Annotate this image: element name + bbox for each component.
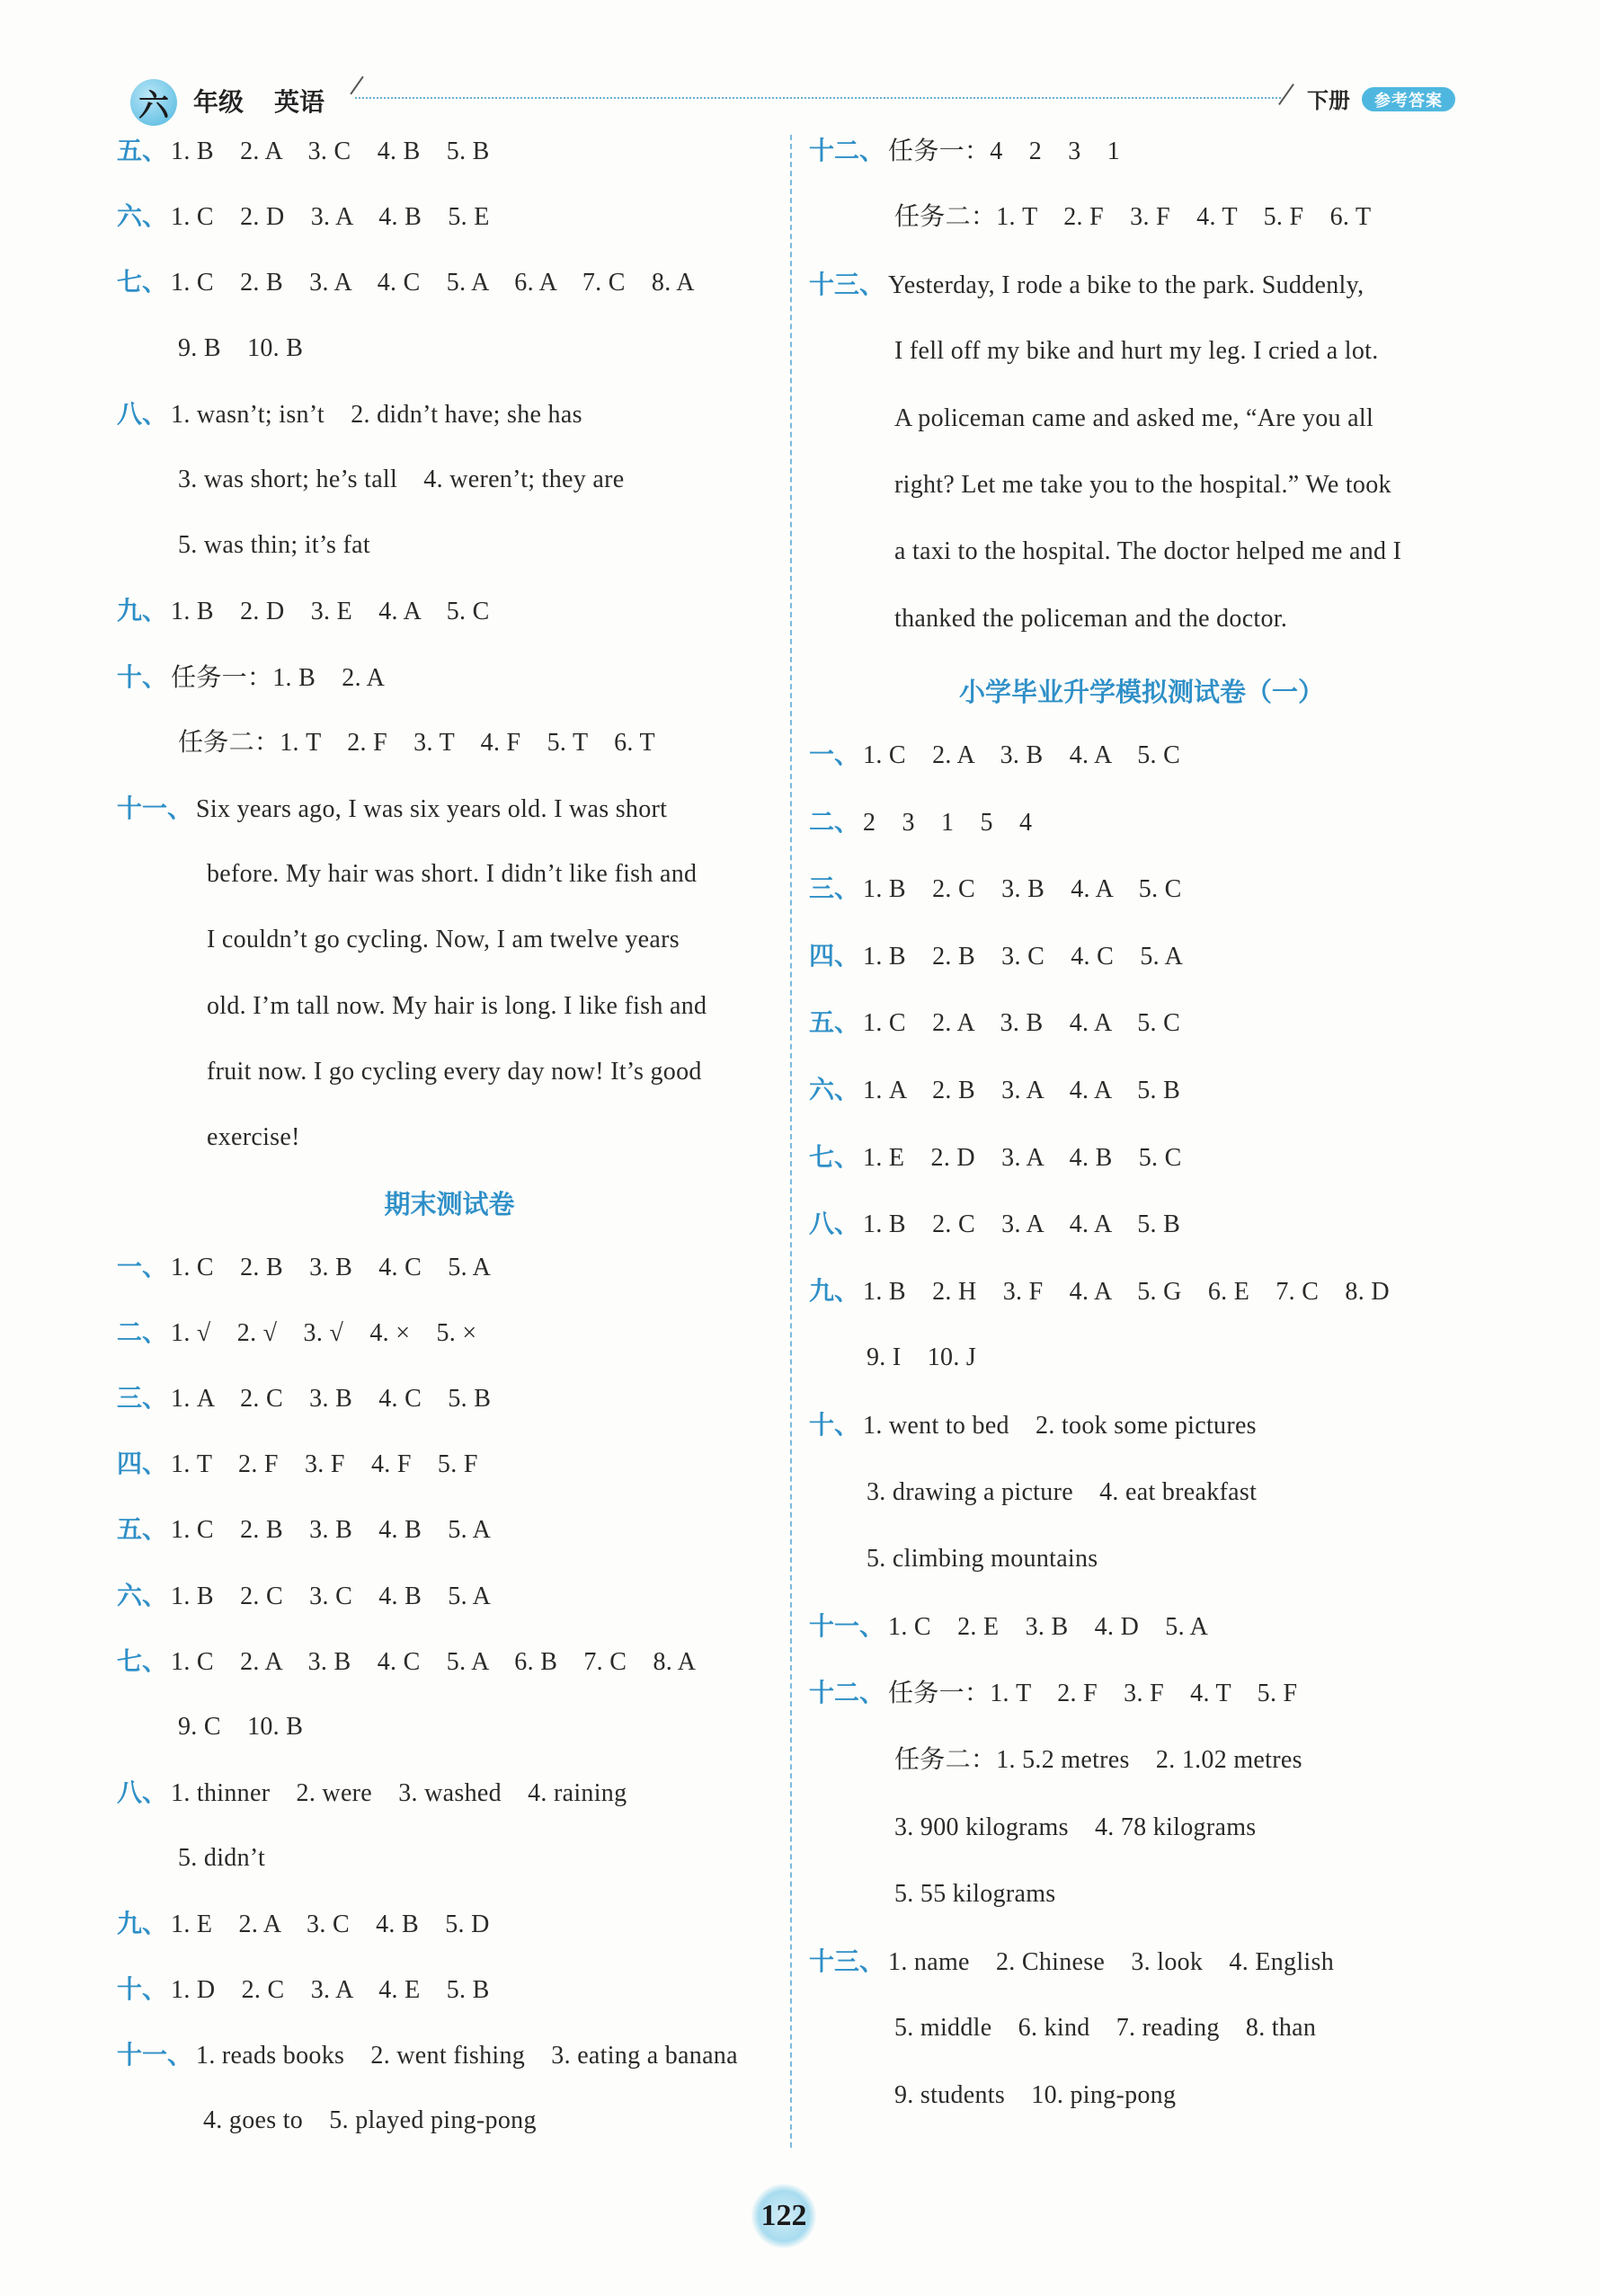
answer-text: 任务一：4 2 3 1 — [888, 137, 1121, 165]
grade-badge: 六 — [130, 79, 177, 126]
question-number: 五、 — [117, 136, 168, 165]
answer-line — [207, 1056, 702, 1088]
answer-line — [809, 940, 1183, 973]
question-number: 七、 — [809, 1141, 860, 1172]
question-number: 八、 — [117, 1777, 168, 1807]
grade-label: 年级 — [193, 87, 244, 117]
question-number: 四、 — [117, 1449, 168, 1479]
answer-line — [894, 603, 1551, 635]
volume-label: 下册 — [1307, 88, 1350, 113]
answer-line — [867, 1342, 976, 1374]
answer-line — [809, 873, 1182, 906]
final-exam-title: 期末测试卷 — [384, 1189, 515, 1219]
answer-line — [809, 1141, 1182, 1175]
answer-text: 1. C 2. D 3. A 4. B 5. E — [171, 203, 490, 232]
question-number: 六、 — [809, 1075, 860, 1104]
answer-text: 任务二：1. T 2. F 3. T 4. F 5. T 6. T — [178, 728, 655, 757]
answer-text: 3. 900 kilograms 4. 78 kilograms — [894, 1813, 1257, 1841]
answer-text: old. I’m tall now. My hair is long. I like fish and — [207, 991, 707, 1020]
answer-text: 5. middle 6. kind 7. reading 8. than — [894, 2014, 1317, 2043]
answer-line — [117, 595, 490, 628]
answer-line — [809, 1409, 1257, 1442]
answer-text: a taxi to the hospital. The doctor helped me and I — [894, 537, 1402, 566]
question-number: 三、 — [117, 1383, 168, 1414]
answer-text: fruit now. I go cycling every day now! It’s good — [207, 1057, 702, 1086]
answer-text: 1. C 2. E 3. B 4. D 5. A — [888, 1612, 1209, 1641]
answer-line — [207, 990, 707, 1023]
answer-line — [207, 924, 680, 956]
answer-line — [207, 1121, 300, 1154]
answer-text: I fell off my bike and hurt my leg. I cried a lot. — [894, 337, 1379, 366]
answer-line — [809, 806, 1032, 839]
answer-text: 3. drawing a picture 4. eat breakfast — [867, 1477, 1258, 1506]
answer-text: Yesterday, I rode a bike to the park. Suddenly, — [888, 270, 1364, 299]
answer-line — [117, 266, 695, 299]
answer-line — [809, 739, 1180, 772]
question-number: 三、 — [809, 873, 860, 904]
answer-line — [894, 335, 1551, 368]
answer-line — [117, 661, 385, 695]
answer-line — [809, 1610, 1208, 1644]
answer-text: 1. went to bed 2. took some pictures — [863, 1412, 1257, 1440]
answer-text: 5. didn’t — [178, 1843, 266, 1872]
answer-text: right? Let me take you to the hospital.” We took — [894, 471, 1391, 499]
answer-text: 5. was thin; it’s fat — [178, 531, 370, 560]
answer-line — [178, 332, 303, 365]
answer-line — [894, 403, 1551, 435]
question-number: 九、 — [117, 1909, 168, 1938]
answer-line — [867, 1476, 1257, 1509]
answer-text: 1. B 2. C 3. B 4. A 5. C — [863, 875, 1182, 904]
question-number: 二、 — [809, 806, 860, 837]
page-header — [0, 0, 1600, 135]
answer-line — [117, 793, 667, 826]
answer-line — [178, 727, 655, 759]
answer-line — [809, 1208, 1180, 1241]
answer-line — [894, 1878, 1056, 1910]
answer-text: 1. C 2. A 3. B 4. C 5. A 6. B 7. C 8. A — [171, 1647, 697, 1676]
question-number: 十一、 — [117, 2040, 193, 2070]
answer-text: 9. B 10. B — [178, 333, 304, 362]
column-divider — [790, 135, 792, 2148]
answer-line — [809, 1677, 1297, 1710]
mock-exam-title: 小学毕业升学模拟测试卷（一） — [958, 677, 1324, 707]
question-number: 十、 — [117, 1974, 168, 2005]
question-number: 五、 — [809, 1007, 860, 1038]
answer-line — [894, 469, 1551, 501]
answer-line — [117, 398, 582, 431]
question-number: 十三、 — [809, 269, 885, 299]
answer-text: Six years ago, I was six years old. I was short — [196, 795, 668, 823]
question-number: 十一、 — [809, 1610, 885, 1641]
answer-text: 9. students 10. ping-pong — [894, 2081, 1177, 2109]
question-number: 五、 — [117, 1514, 168, 1545]
answer-text: 1. E 2. A 3. C 4. B 5. D — [171, 1910, 490, 1938]
answer-line — [117, 1251, 491, 1284]
question-number: 七、 — [117, 1645, 168, 1676]
answer-line — [117, 1580, 491, 1613]
answer-text: 5. 55 kilograms — [894, 1880, 1056, 1909]
answer-line — [894, 536, 1551, 568]
answer-line — [809, 1275, 1390, 1308]
answer-line — [117, 135, 490, 168]
answer-line — [894, 2079, 1176, 2112]
question-number: 九、 — [117, 596, 168, 626]
question-number: 六、 — [117, 201, 168, 232]
question-number: 六、 — [117, 1580, 168, 1610]
answer-text: 1. wasn’t; isn’t 2. didn’t have; she has — [171, 400, 582, 429]
answer-text: 1. T 2. F 3. F 4. F 5. F — [171, 1450, 478, 1479]
answer-line — [117, 1777, 627, 1810]
question-number: 十二、 — [809, 136, 885, 165]
page-number: 122 — [751, 2184, 816, 2248]
answer-text: 1. reads books 2. went fishing 3. eating a banana — [196, 2042, 738, 2070]
answer-line — [809, 1006, 1180, 1040]
answer-line — [203, 2105, 537, 2137]
answer-line — [117, 1448, 478, 1481]
answer-text: 1. A 2. C 3. B 4. C 5. B — [171, 1385, 492, 1414]
answer-text: 1. B 2. B 3. C 4. C 5. A — [863, 942, 1184, 971]
answer-text: I couldn’t go cycling. Now, I am twelve years — [207, 926, 680, 954]
answer-line — [117, 200, 490, 234]
answer-line — [117, 1316, 477, 1350]
answer-text: 5. climbing mountains — [867, 1545, 1098, 1574]
answer-text: 1. B 2. C 3. A 4. A 5. B — [863, 1210, 1181, 1239]
answer-text: 1. C 2. B 3. B 4. C 5. A — [171, 1254, 492, 1281]
question-number: 二、 — [117, 1317, 168, 1348]
answer-text: 任务二：1. T 2. F 3. F 4. T 5. F 6. T — [894, 203, 1372, 232]
answer-line — [809, 1074, 1180, 1107]
answer-line — [178, 1842, 265, 1875]
subject-label: 英语 — [274, 87, 325, 117]
answer-line — [117, 2039, 738, 2072]
question-number: 一、 — [117, 1252, 168, 1281]
answer-text: before. My hair was short. I didn’t like fish and — [207, 860, 698, 889]
answer-text: 2 3 1 5 4 — [863, 808, 1033, 837]
answer-line — [809, 1946, 1334, 1979]
question-number: 十二、 — [809, 1678, 885, 1708]
question-number: 八、 — [809, 1209, 860, 1239]
answer-text: 1. C 2. B 3. B 4. B 5. A — [171, 1516, 492, 1545]
answer-text: 1. B 2. A 3. C 4. B 5. B — [171, 137, 490, 165]
answer-text: 1. C 2. B 3. A 4. C 5. A 6. A 7. C 8. A — [171, 269, 695, 297]
question-number: 一、 — [809, 740, 860, 769]
answer-text: 1. D 2. C 3. A 4. E 5. B — [171, 1976, 490, 2005]
answer-text: 1. thinner 2. were 3. washed 4. raining — [171, 1778, 627, 1807]
answer-text: 1. B 2. C 3. C 4. B 5. A — [171, 1582, 492, 1610]
answer-text: 任务二：1. 5.2 metres 2. 1.02 metres — [894, 1746, 1302, 1774]
question-number: 四、 — [809, 940, 860, 971]
answer-text: 任务一：1. B 2. A — [171, 663, 386, 692]
answer-text: 任务一：1. T 2. F 3. F 4. T 5. F — [888, 1680, 1298, 1708]
answer-line — [867, 1543, 1098, 1575]
question-number: 十、 — [117, 661, 168, 692]
question-number: 九、 — [809, 1275, 860, 1306]
answer-text: 1. B 2. D 3. E 4. A 5. C — [171, 598, 490, 626]
question-number: 八、 — [117, 398, 168, 429]
question-number: 十、 — [809, 1410, 860, 1440]
answer-line — [117, 1908, 490, 1941]
answer-line — [117, 1382, 491, 1415]
answer-line — [178, 529, 370, 562]
answer-text: 9. C 10. B — [178, 1712, 304, 1741]
answer-text: 1. C 2. A 3. B 4. A 5. C — [863, 741, 1181, 769]
answer-line — [117, 1973, 490, 2007]
header-dotted-rule — [355, 97, 1281, 99]
answer-text: 1. √ 2. √ 3. √ 4. × 5. × — [171, 1319, 477, 1348]
header-slash-right — [1278, 84, 1294, 105]
answer-text: 9. I 10. J — [867, 1343, 977, 1372]
answer-line — [809, 135, 1120, 168]
answer-line — [117, 1513, 491, 1547]
answer-line — [809, 269, 1465, 302]
answer-text: 1. A 2. B 3. A 4. A 5. B — [863, 1077, 1181, 1104]
answer-text: exercise! — [207, 1123, 300, 1151]
answer-line — [207, 858, 697, 891]
header-slash-left — [350, 76, 363, 95]
answer-text: 3. was short; he’s tall 4. weren’t; they are — [178, 465, 625, 493]
answer-line — [117, 1645, 696, 1679]
answer-line — [178, 464, 624, 496]
answer-text: 1. E 2. D 3. A 4. B 5. C — [863, 1143, 1182, 1172]
question-number: 七、 — [117, 267, 168, 297]
answer-text: A policeman came and asked me, “Are you all — [894, 403, 1374, 432]
answer-line — [178, 1711, 303, 1743]
answer-text: 1. C 2. A 3. B 4. A 5. C — [863, 1009, 1181, 1038]
question-number: 十一、 — [117, 793, 193, 823]
answer-text: 4. goes to 5. played ping-pong — [203, 2106, 537, 2135]
answer-key-badge: 参考答案 — [1362, 87, 1455, 111]
question-number: 十三、 — [809, 1946, 885, 1976]
answer-line — [894, 201, 1371, 234]
answer-text: thanked the policeman and the doctor. — [894, 604, 1288, 633]
answer-text: 1. B 2. H 3. F 4. A 5. G 6. E 7. C 8. D — [863, 1277, 1390, 1306]
answer-line — [894, 1812, 1256, 1844]
answer-line — [894, 2012, 1316, 2044]
answer-line — [894, 1744, 1302, 1777]
answer-text: 1. name 2. Chinese 3. look 4. English — [888, 1947, 1334, 1976]
